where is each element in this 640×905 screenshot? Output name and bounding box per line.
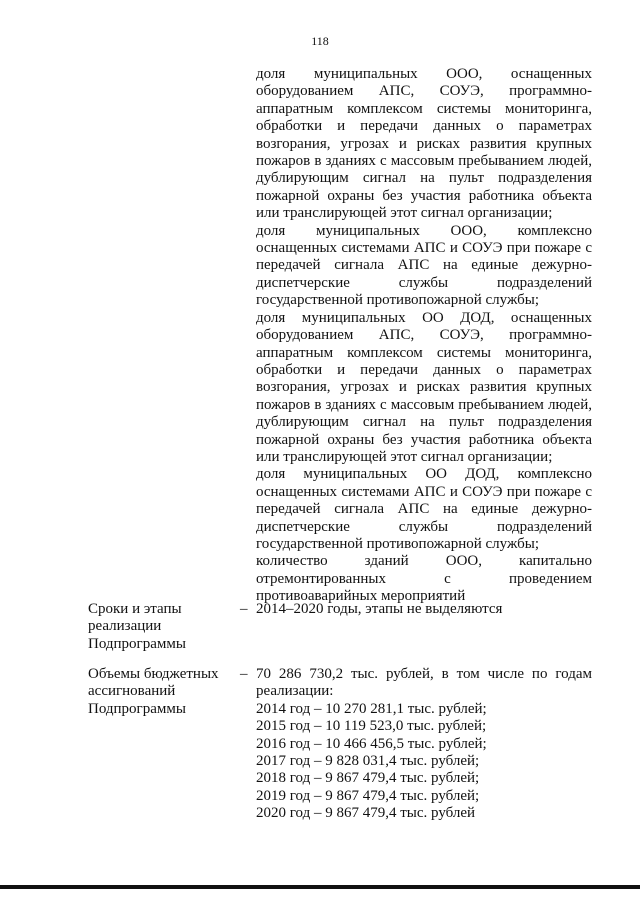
indicator-item: доля муниципальных ОО ДОД, комплексно оснащенных системами АПС и СОУЭ при пожаре с передачей сигнала АПС на единые дежурно-диспетчерские службы подразделений государственной противопожарной службы; [256,466,592,552]
indicator-item: количество зданий ООО, капитально отремонтированных с проведением противоаварийных мероприятий [256,553,592,605]
budget-year-line: 2018 год – 9 867 479,4 тыс. рублей; [256,770,480,787]
budget-dash: – [240,666,248,682]
indicator-item: доля муниципальных ОО ДОД, оснащенных оборудованием АПС, СОУЭ, программно-аппаратным комплексом системы мониторинга, обработки и передачи данных о параметрах возгорания, угрозах и рисках развития крупных пожаров в зданиях с массовым пребыванием людей, дублирующим сигнал на пульт подразделения пожарной охраны без участия работника объекта или транслирующей этот сигнал организации; [256,309,592,465]
budget-year-line: 2015 год – 10 119 523,0 тыс. рублей; [256,718,487,735]
budget-year-line: 2014 год – 10 270 281,1 тыс. рублей; [256,700,487,717]
budget-value [256,666,592,823]
budget-year-line: 2017 год – 9 828 031,4 тыс. рублей; [256,753,480,770]
indicator-item: доля муниципальных ООО, оснащенных оборудованием АПС, СОУЭ, программно-аппаратным комплексом системы мониторинга, обработки и передачи данных о параметрах возгорания, угрозах и рисках развития крупных пожаров в зданиях с массовым пребыванием людей, дублирующим сигнал на пульт подразделения пожарной охраны без участия работника объекта или транслирующей этот сигнал организации; [256,66,592,222]
indicator-item: доля муниципальных ООО, комплексно оснащенных системами АПС и СОУЭ при пожаре с передачей сигнала АПС на единые дежурно-диспетчерские службы подразделений государственной противопожарной службы; [256,222,592,309]
budget-year-line: 2016 год – 10 466 456,5 тыс. рублей; [256,735,487,752]
budget-year-line: 2019 год – 9 867 479,4 тыс. рублей; [256,787,480,804]
budget-label: Объемы бюджетных ассигнований Подпрограммы [88,666,219,717]
budget-year-line: 2020 год – 9 867 479,4 тыс. рублей [256,805,476,822]
bottom-rule [0,885,640,889]
terms-dash: – [240,601,248,617]
terms-label: Сроки и этапы реализации Подпрограммы [88,601,186,652]
budget-intro: 70 286 730,2 тыс. рублей, в том числе по годам реализации: [256,666,592,700]
page-number: 118 [311,34,329,48]
terms-value: 2014–2020 годы, этапы не выделяются [256,601,503,617]
indicators-list [256,66,592,606]
